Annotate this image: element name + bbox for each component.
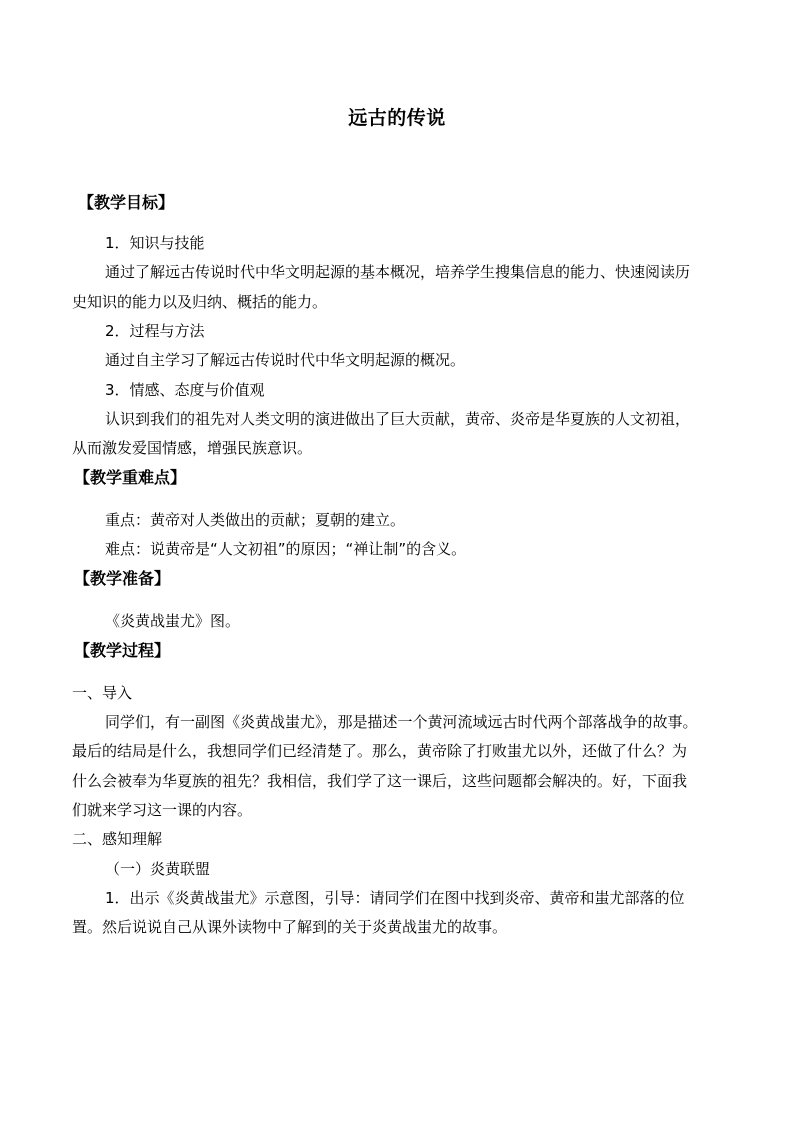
text-line: 3．情感、态度与价值观 <box>105 381 265 399</box>
text-line: 《炎黄战蚩尤》图。 <box>105 612 241 630</box>
text-line: 1．知识与技能 <box>105 234 205 252</box>
text-line: 2．过程与方法 <box>105 322 205 340</box>
text-line: 1．出示《炎黄战蚩尤》示意图，引导：请同学们在图中找到炎帝、黄帝和蚩尤部落的位 <box>105 889 685 907</box>
text-line: 史知识的能力以及归纳、概括的能力。 <box>72 293 328 311</box>
page-title: 远古的传说 <box>348 107 446 129</box>
text-line: 认识到我们的祖先对人类文明的演进做出了巨大贡献，黄帝、炎帝是华夏族的人文初祖， <box>105 410 691 428</box>
text-line: 从而激发爱国情感，增强民族意识。 <box>72 439 313 457</box>
text-line: 最后的结局是什么，我想同学们已经清楚了。那么，黄帝除了打败蚩尤以外，还做了什么？为 <box>72 742 688 760</box>
text-line: 通过了解远古传说时代中华文明起源的基本概况，培养学生搜集信息的能力、快速阅读历 <box>105 263 691 281</box>
text-line: 二、感知理解 <box>72 830 163 848</box>
section-heading: 【教学目标】 <box>78 193 175 212</box>
text-line: 置。然后说说自己从课外读物中了解到的关于炎黄战蚩尤的故事。 <box>72 918 508 936</box>
text-line: 难点：说黄帝是“人文初祖”的原因；“禅让制”的含义。 <box>105 540 467 558</box>
section-heading: 【教学重难点】 <box>74 468 187 487</box>
text-line: 同学们，有一副图《炎黄战蚩尤》，那是描述一个黄河流域远古时代两个部落战争的故事。 <box>105 713 698 731</box>
text-line: 重点：黄帝对人类做出的贡献；夏朝的建立。 <box>105 511 406 529</box>
text-line: 通过自主学习了解远古传说时代中华文明起源的概况。 <box>105 351 466 369</box>
text-line: 们就来学习这一课的内容。 <box>72 801 253 819</box>
text-line: （一）炎黄联盟 <box>105 860 211 878</box>
text-line: 什么会被奉为华夏族的祖先？我相信，我们学了这一课后，这些问题都会解决的。好，下面我 <box>72 772 688 790</box>
section-heading: 【教学准备】 <box>74 569 171 588</box>
text-line: 一、导入 <box>72 684 133 702</box>
section-heading: 【教学过程】 <box>74 641 171 660</box>
